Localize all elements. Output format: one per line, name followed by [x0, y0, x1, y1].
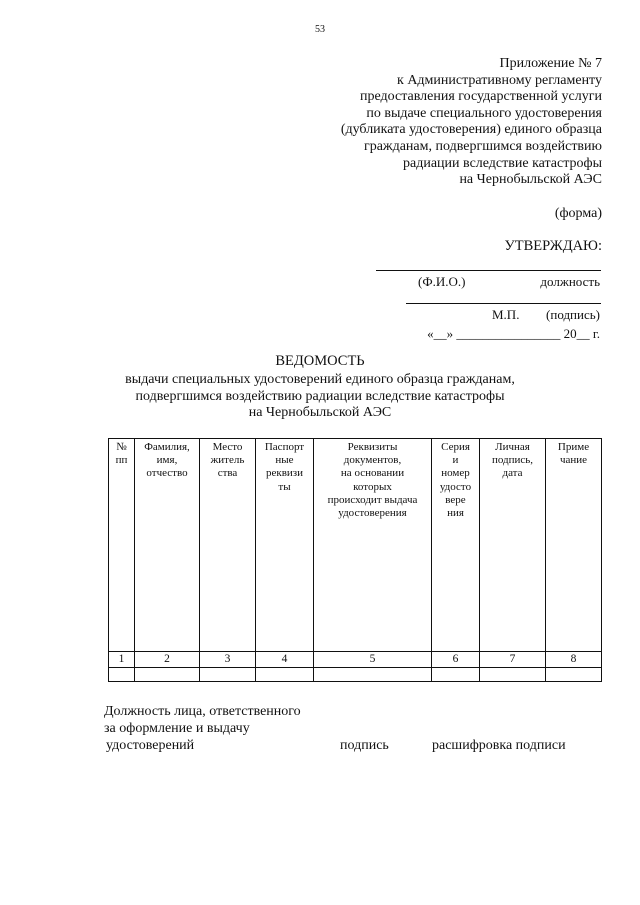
column-header: Личная подпись, дата	[480, 439, 546, 652]
appendix-line: (дубликата удостоверения) единого образца	[340, 122, 602, 138]
subtitle-line: на Чернобыльской АЭС	[248, 405, 392, 420]
approval-stamp-label: М.П.	[492, 307, 520, 322]
subtitle-line: подвергшимся воздействию радиации вследствие катастрофы	[135, 388, 505, 404]
page-number: 53	[315, 24, 325, 35]
table-blank-row	[109, 668, 602, 682]
subtitle-line: выдачи специальных удостоверений единого образца гражданам,	[125, 372, 515, 387]
table-cell	[432, 668, 480, 682]
column-number: 3	[200, 652, 256, 668]
table-cell	[256, 668, 314, 682]
appendix-line: гражданам, подвергшимся воздействию	[363, 138, 602, 154]
approval-line-signature	[406, 303, 601, 304]
approval-fio-label: (Ф.И.О.)	[418, 274, 466, 289]
table-cell	[200, 668, 256, 682]
column-number: 1	[109, 652, 135, 668]
signature-label: подпись	[340, 738, 389, 753]
table-number-row	[109, 652, 602, 668]
column-number: 4	[256, 652, 314, 668]
approval-heading: УТВЕРЖДАЮ:	[504, 238, 602, 254]
document-subtitle	[0, 372, 640, 422]
column-number: 6	[432, 652, 480, 668]
form-label: (форма)	[554, 206, 602, 221]
appendix-line: к Административному регламенту	[397, 72, 602, 88]
appendix-line: по выдаче специального удостоверения	[366, 105, 602, 121]
appendix-line: на Чернобыльской АЭС	[459, 172, 602, 188]
column-number: 8	[546, 652, 602, 668]
column-header: Место житель ства	[200, 439, 256, 652]
column-header: № пп	[109, 439, 135, 652]
approval-position-label: должность	[540, 274, 600, 289]
register-table	[108, 438, 602, 682]
table-cell	[135, 668, 200, 682]
column-number: 5	[314, 652, 432, 668]
appendix-header	[341, 56, 602, 189]
column-header: Серия и номер удосто вере ния	[432, 439, 480, 652]
table-cell	[109, 668, 135, 682]
approval-date-line: «__» ________________ 20__ г.	[427, 326, 600, 341]
appendix-line: радиации вследствие катастрофы	[403, 155, 602, 171]
column-header: Приме чание	[546, 439, 602, 652]
column-number: 7	[480, 652, 546, 668]
table-header-row	[109, 439, 602, 652]
column-header: Реквизиты документов, на основании которых происходит выдача удостоверения	[314, 439, 432, 652]
table-cell	[546, 668, 602, 682]
responsible-line: Должность лица, ответственного	[104, 704, 301, 719]
responsible-line: удостоверений	[106, 738, 195, 753]
table-cell	[480, 668, 546, 682]
column-number: 2	[135, 652, 200, 668]
responsible-line: за оформление и выдачу	[104, 721, 250, 736]
column-header: Фамилия, имя, отчество	[135, 439, 200, 652]
appendix-line: предоставления государственной услуги	[360, 89, 602, 105]
approval-line-position	[376, 270, 601, 271]
table-cell	[314, 668, 432, 682]
appendix-line: Приложение № 7	[499, 56, 602, 71]
column-header: Паспорт ные реквизи ты	[256, 439, 314, 652]
decryption-label: расшифровка подписи	[432, 738, 566, 753]
approval-signature-label: (подпись)	[546, 307, 600, 322]
document-title: ВЕДОМОСТЬ	[275, 353, 365, 369]
